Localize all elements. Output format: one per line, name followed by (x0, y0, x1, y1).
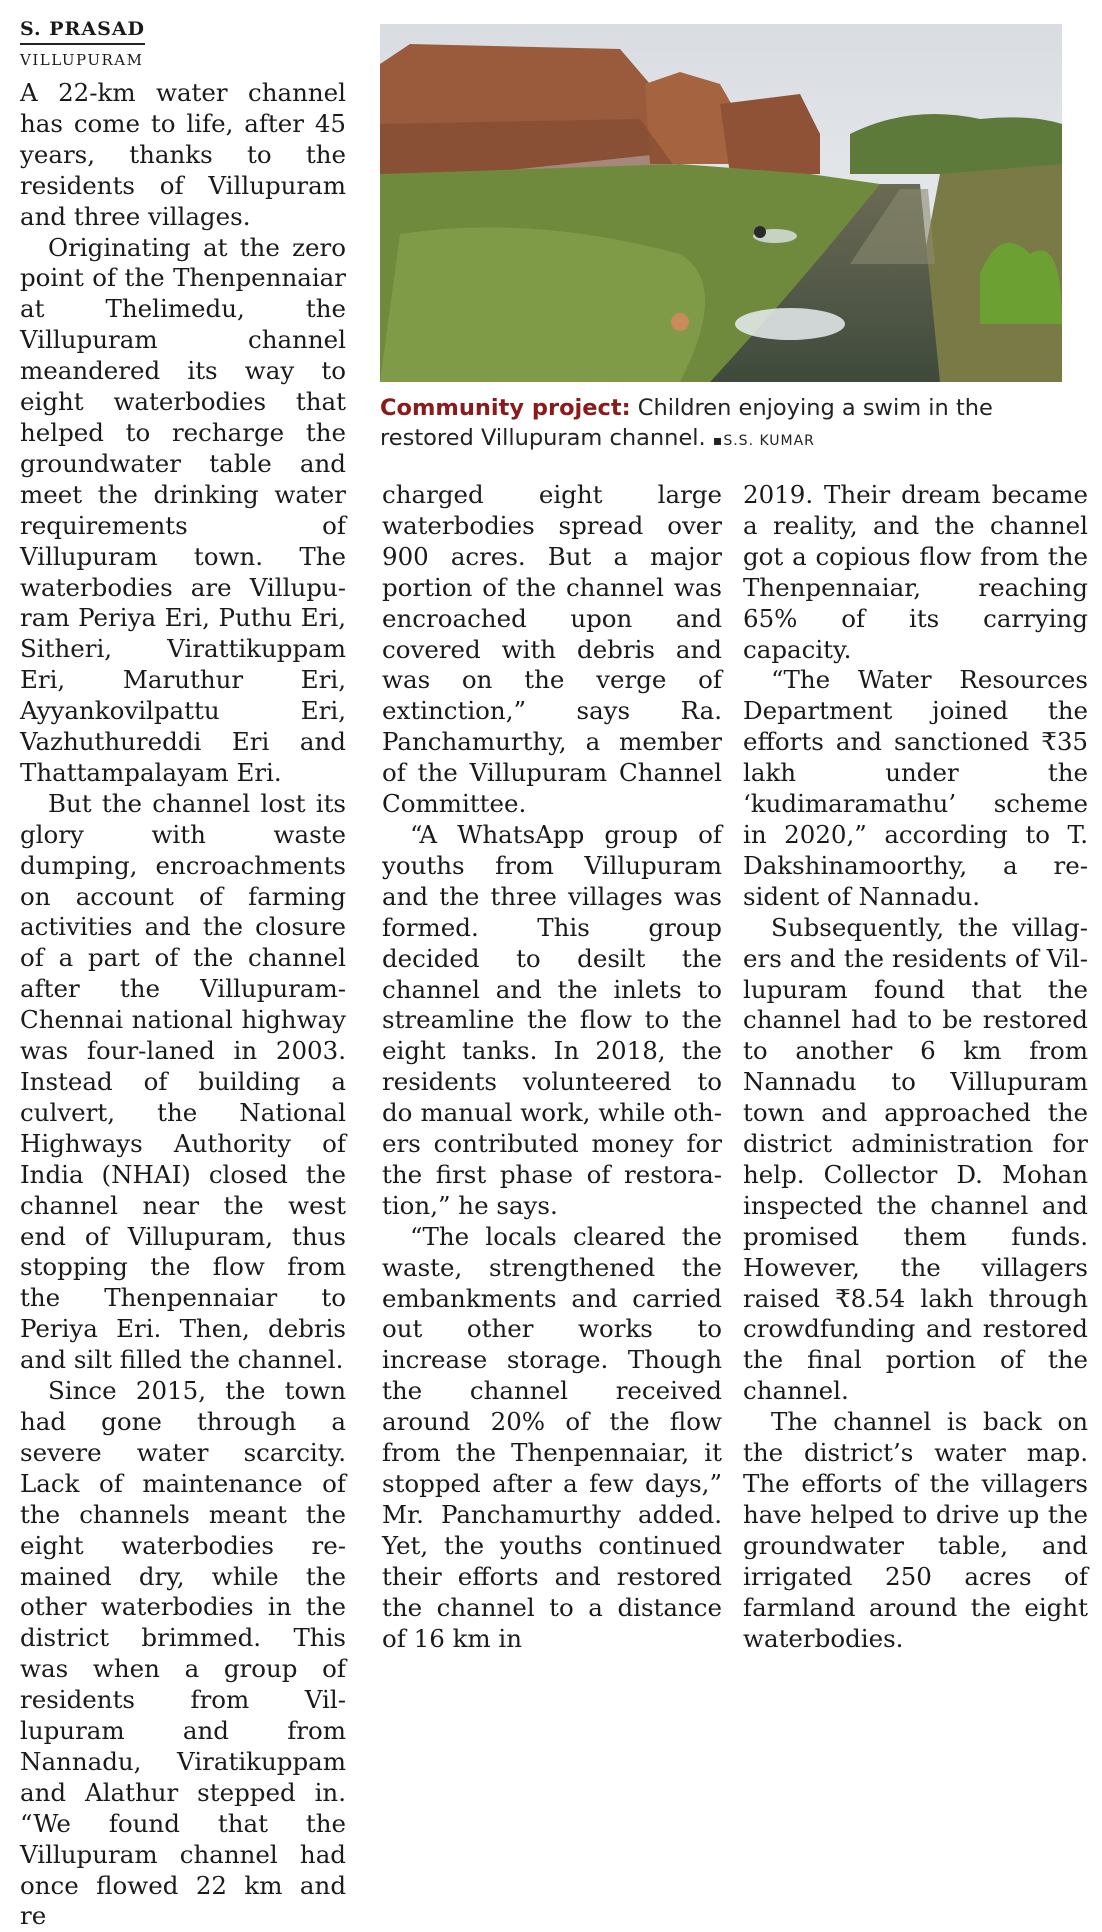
caption-text: Children enjoying a swim in the restored Villupuram channel. (380, 395, 993, 451)
article-column-2 (382, 480, 722, 1654)
paragraph-6-part-1: “The locals cleared the waste, strengthened the embankments and carried out other works to increase storage. Though the channel received around 20% of the flow from the Thenpennaiar, it stopped after a few days,” Mr. Panchamurthy added. Yet, the youths continued their efforts and restored the channel to a distance of 16 km in (382, 1221, 722, 1653)
paragraph-5: “A WhatsApp group of youths from Villupuram and the three villages was formed. This group decided to desilt the channel and the inlets to streamline the flow to the eight tanks. In 2018, the residents volunteered to do manual work, while others contributed money for the first phase of restoration,” he says. (382, 819, 722, 1220)
paragraph-9: The channel is back on the district’s water map. The efforts of the villagers have helped to drive up the groundwater table, and irrigated 250 acres of farmland around the eight waterbodies. (743, 1407, 1088, 1653)
photo-caption (380, 393, 1080, 456)
dateline: VILLUPURAM (20, 51, 144, 69)
paragraph-7: “The Water Resources Department joined the efforts and sanctioned ₹35 lakh under the ‘kudimaramathu’ scheme in 2020,” according to T. Dakshinamoorthy, a resident of Nannadu. (743, 665, 1088, 911)
photo-credit: ▪S.S. KUMAR (712, 433, 815, 449)
paragraph-6-part-2: 2019. Their dream became a reality, and the channel got a copious flow from the Thenpennaiar, reaching 65% of its carrying capacity. (743, 480, 1088, 664)
paragraph-2: Originating at the zero point of the Thenpennaiar at Thelimedu, the Villupuram channel meandered its way to eight waterbodies that helped to recharge the groundwater table and meet the drinking water requirements of Villupuram town. The waterbodies are Villupuram Periya Eri, Puthu Eri, Sitheri, Virattikuppam Eri, Maruthur Eri, Ayyankovilpattu Eri, Vazhuthureddi Eri and Thattampalayam Eri. (20, 232, 346, 787)
channel-photo-illustration (380, 24, 1062, 382)
caption-lead: Community project: (380, 395, 631, 421)
article-photo (380, 24, 1062, 382)
paragraph-3: But the channel lost its glory with waste dumping, encroachments on account of farming activities and the closure of a part of the channel after the Villupuram-Chennai national highway was four-laned in 2003. Instead of building a culvert, the National Highways Authority of India (NHAI) closed the channel near the west end of Villupuram, thus stopping the flow from the Thenpennaiar to Periya Eri. Then, debris and silt filled the channel. (20, 788, 346, 1375)
paragraph-4-part-2: charged eight large waterbodies spread over 900 acres. But a major portion of the channel was encroached upon and covered with debris and was on the verge of extinction,” says Ra. Panchamurthy, a member of the Villupuram Channel Committee. (382, 480, 722, 819)
article-column-3 (743, 480, 1088, 1654)
paragraph-4-part-1: Since 2015, the town had gone through a severe water scarcity. Lack of maintenance of the channels meant the eight waterbodies remained dry, while the other waterbodies in the district brimmed. This was when a group of residents from Villupuram and from Nannadu, Viratikuppam and Alathur stepped in. “We found that the Villupuram channel had once flowed 22 km and re (20, 1376, 346, 1931)
article-column-1 (20, 78, 346, 1932)
author-name: S. PRASAD (20, 18, 145, 45)
byline (20, 18, 350, 69)
paragraph-1: A 22-km water channel has come to life, after 45 years, thanks to the residents of Villupuram and three villages. (20, 78, 346, 231)
paragraph-8: Subsequently, the villagers and the residents of Villupuram found that the channel had to be restored to another 6 km from Nannadu to Villupuram town and approached the district administration for help. Collector D. Mohan inspected the channel and promised them funds. However, the villagers raised ₹8.54 lakh through crowdfunding and restored the final portion of the channel. (743, 912, 1088, 1406)
